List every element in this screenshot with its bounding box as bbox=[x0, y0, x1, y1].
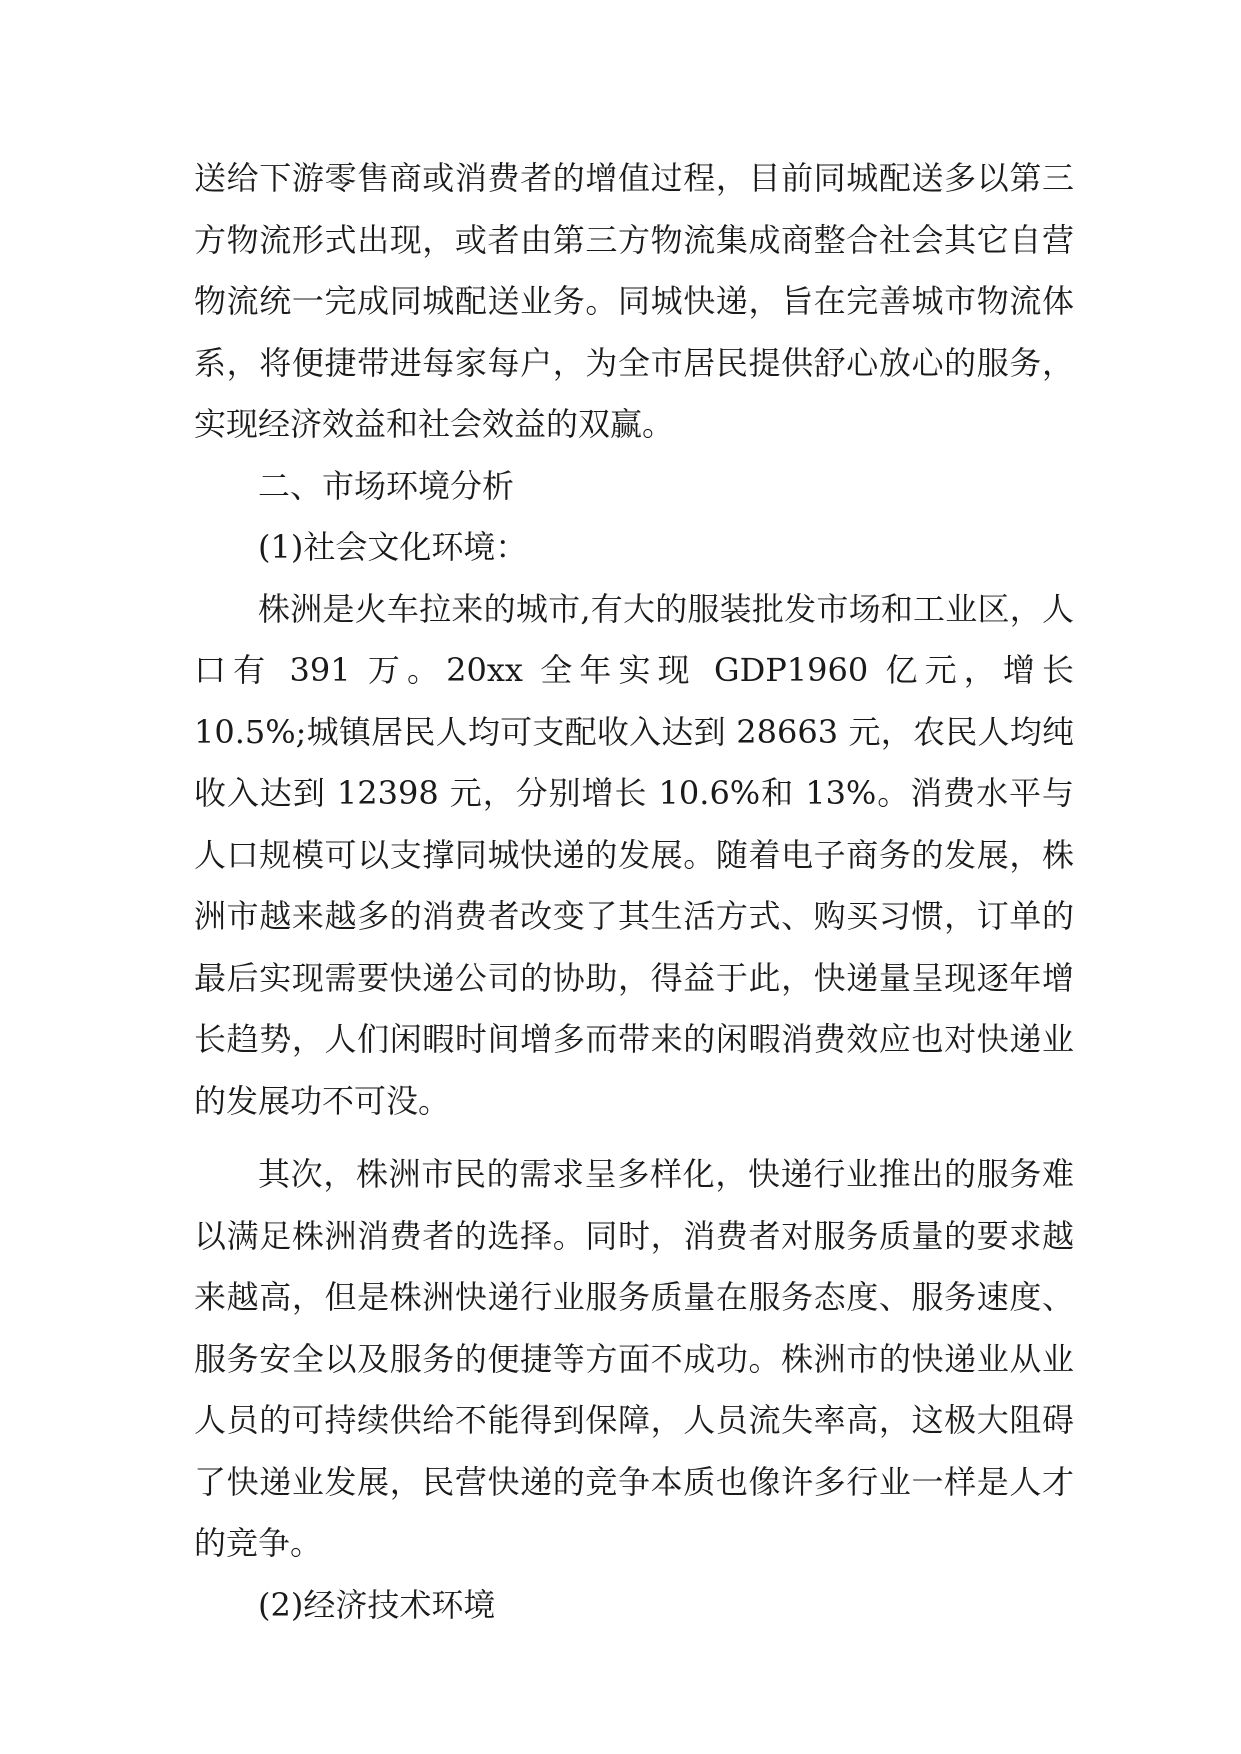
paragraph-continued: 送给下游零售商或消费者的增值过程，目前同城配送多以第三方物流形式出现，或者由第三方物流集成商整合社会其它自营物流统一完成同城配送业务。同城快递，旨在完善城市物流体系，将便捷带进每家每户，为全市居民提供舒心放心的服务，实现经济效益和社会效益的双赢。 bbox=[194, 159, 1074, 443]
subheading-social-cultural: (1)社会文化环境： bbox=[258, 528, 528, 566]
paragraph-zhuzhou-overview: 株洲是火车拉来的城市,有大的服装批发市场和工业区，人口有 391 万。20xx 全年实现 GDP1960 亿元，增长 10.5%;城镇居民人均可支配收入达到 28663 元，农民人均纯收入达到 12398 元，分别增长 10.6%和 13%。消费水平与人口规模可以支撑同城快递的发展。随着电子商务的发展，株洲市越来越多的消费者改变了其生活方式、购买习惯，订单的最后实现需要快递公司的协助，得益于此，快递量呈现逐年增长趋势，人们闲暇时间增多而带来的闲暇消费效应也对快递业的发展功不可没。 bbox=[194, 589, 1074, 1120]
section-heading-market-analysis: 二、市场环境分析 bbox=[258, 466, 515, 505]
document-body bbox=[194, 148, 1074, 1636]
subheading-economic-technical: (2)经济技术环境 bbox=[258, 1585, 496, 1624]
paragraph-consumer-demand: 其次，株洲市民的需求呈多样化，快递行业推出的服务难以满足株洲消费者的选择。同时，消费者对服务质量的要求越来越高，但是株洲快递行业服务质量在服务态度、服务速度、服务安全以及服务的便捷等方面不成功。株洲市的快递业从业人员的可持续供给不能得到保障，人员流失率高，这极大阻碍了快递业发展，民营快递的竞争本质也像许多行业一样是人才的竞争。 bbox=[194, 1155, 1074, 1562]
